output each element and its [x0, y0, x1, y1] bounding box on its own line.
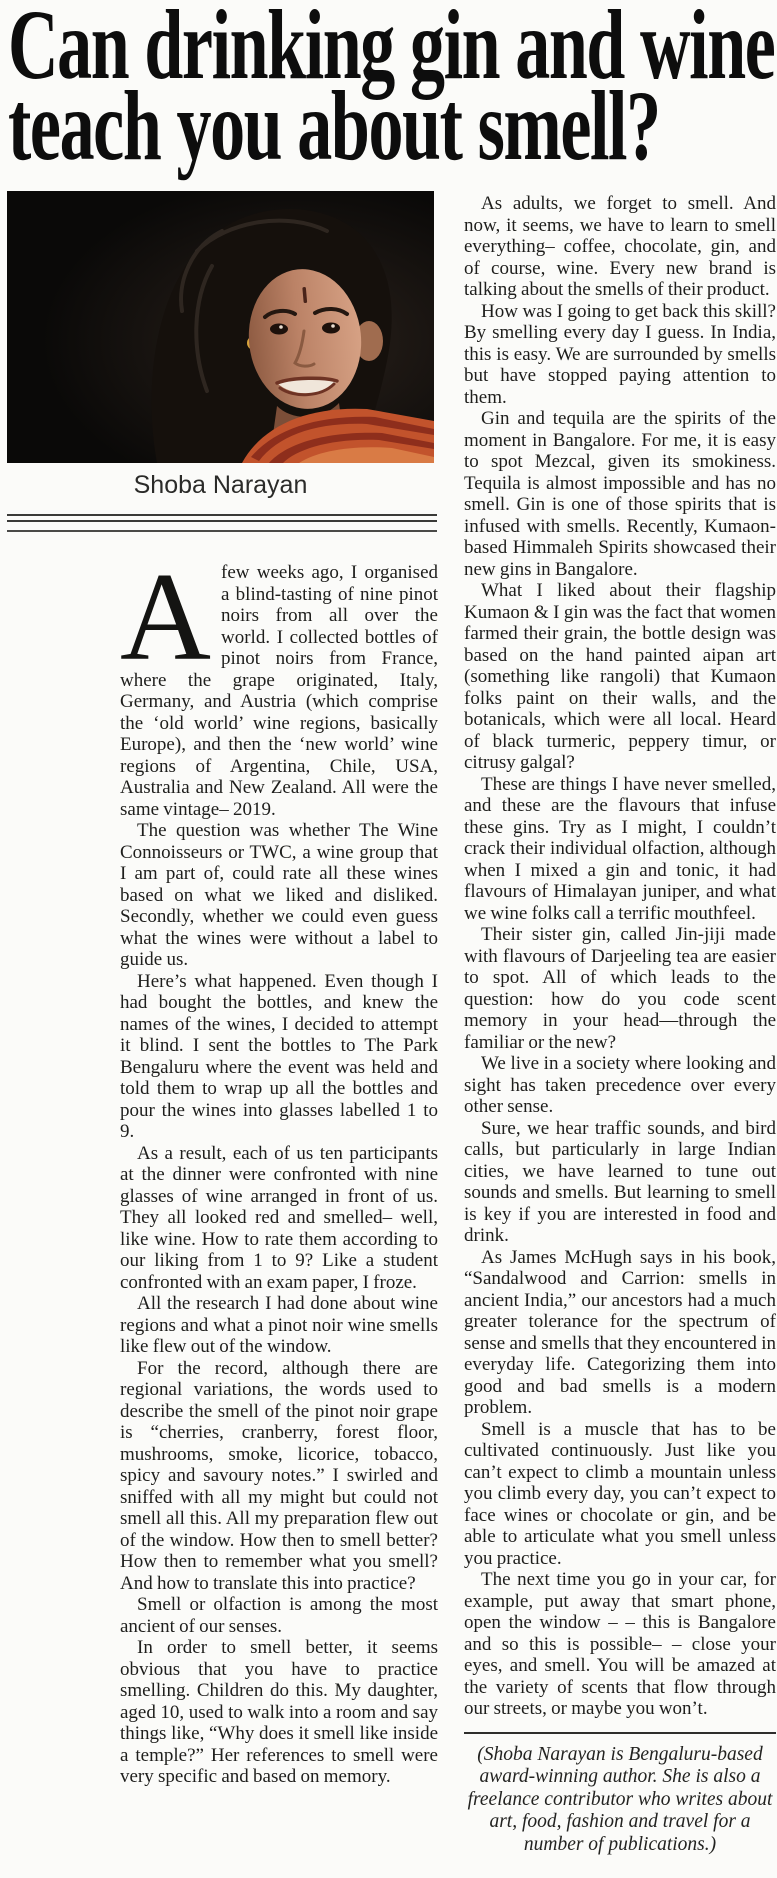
left-column-paragraphs: [120, 820, 438, 1788]
divider-line-1: [7, 514, 437, 516]
paragraph: Smell is a muscle that has to be cultivated continuously. Just like you can’t expect to climb a mountain unless you climb every day, you can’t expect to face wines or chocolate or gin, and be able to articulate what you smell unless you practice.: [464, 1418, 776, 1569]
lead-text: few weeks ago, I organised a blind-tasting of nine pinot noirs from all over the world. I collected bottles of pinot noirs from France, where the grape originated, Italy, Germany, and Austria (which comprise the ‘old world’ wine regions, basically Europe), and then the ‘new world’ wine regions of Argentina, Chile, USA, Australia and New Zealand. All were the same vintage– 2019.: [120, 562, 438, 820]
paragraph: Gin and tequila are the spirits of the moment in Bangalore. For me, it is easy to spot Mezcal, given its smokiness. Tequila is almost impossible and has no smell. Gin is one of those spirits that is infused with smells. Recently, Kumaon-based Himmaleh Spirits showcased their new gins in Bangalore.: [464, 408, 776, 580]
author-portrait-illustration: [7, 191, 434, 463]
right-column: [464, 193, 776, 1856]
dropcap-letter: A: [120, 548, 211, 687]
lead-paragraph: [120, 548, 438, 820]
paragraph: All the research I had done about wine regions and what a pinot noir wine smells like flew out of the window.: [120, 1293, 438, 1357]
paragraph: Smell or olfaction is among the most ancient of our senses.: [120, 1594, 438, 1637]
paragraph: In order to smell better, it seems obvious that you have to practice smelling. Children do this. My daughter, aged 10, used to walk into a room and say things like, “Why does it smell like inside a temple?” Her references to smell were very specific and based on memory.: [120, 1637, 438, 1787]
paragraph: Here’s what happened. Even though I had bought the bottles, and knew the names of the wines, I decided to attempt it blind. I sent the bottles to The Park Bengaluru where the event was held and told them to wrap up all the bottles and pour the wines into glasses labelled 1 to 9.: [120, 970, 438, 1142]
paragraph: For the record, although there are regional variations, the words used to describe the smell of the pinot noir grape is “cherries, cranberry, forest floor, mushrooms, smoke, licorice, tobacco, spicy and savoury notes.” I swirled and sniffed with all my might but could not smell all this. All my preparation flew out of the window. How then to smell better? How then to remember what you smell? And how to translate this into practice?: [120, 1357, 438, 1594]
left-eye: [270, 324, 288, 335]
paragraph: The question was whether The Wine Connoisseurs or TWC, a wine group that I am part of, could rate all these wines based on what we liked and disliked. Secondly, whether we could even guess what the wines were without a label to guide us.: [120, 820, 438, 970]
paragraph: As James McHugh says in his book, “Sandalwood and Carrion: smells in ancient India,” our ancestors had a much greater tolerance for the spectrum of sense and smells that they encountered in everyday life. Categorizing them into good and bad smells is a modern problem.: [464, 1246, 776, 1418]
left-column: [120, 548, 438, 1788]
paragraph: These are things I have never smelled, and these are the flavours that infuse these gins. Try as I might, I couldn’t crack their individual olfaction, although when I mixed a gin and tonic, it had flavours of Himalayan juniper, and what we wine folks call a terrific mouthfeel.: [464, 773, 776, 924]
paragraph: We live in a society where looking and sight has taken precedence over every other sense.: [464, 1053, 776, 1117]
paragraph: As a result, each of us ten participants at the dinner were confronted with nine glasses of wine arranged in front of us. They all looked red and smelled– well, like wine. How to rate them according to our liking from 1 to 9? Like a student confronted with an exam paper, I froze.: [120, 1142, 438, 1293]
paragraph: How was I going to get back this skill? By smelling every day I guess. In India, this is easy. We are surrounded by smells but have stopped paying attention to them.: [464, 300, 776, 408]
byline-divider: [7, 514, 437, 532]
title-line-2: teach you about smell?: [8, 70, 660, 181]
author-photo: [7, 191, 434, 463]
article-title: [8, 0, 777, 181]
paragraph: Their sister gin, called Jin-jiji made with flavours of Darjeeling tea are easier to spot. All of which leads to the question: how do you code scent memory in your head—through the familiar or the new?: [464, 924, 776, 1053]
paragraph: The next time you go in your car, for example, put away that smart phone, open the window – – this is Bangalore and so this is possible– – close your eyes, and smell. You will be amazed at the variety of scents that flow through our streets, or maybe you won’t.: [464, 1569, 776, 1719]
right-column-paragraphs: [464, 193, 776, 1720]
divider-line-3: [7, 530, 437, 532]
byline: Shoba Narayan: [133, 471, 308, 499]
author-footnote: (Shoba Narayan is Bengaluru-based award-winning author. She is also a freelance contributor who writes about art, food, fashion and travel for a number of publications.): [467, 1743, 773, 1855]
footnote-divider: [464, 1732, 776, 1734]
paragraph: As adults, we forget to smell. And now, it seems, we have to learn to smell everything– coffee, chocolate, gin, and of course, wine. Every new brand is talking about the smells of their product.: [464, 193, 776, 300]
paragraph: Sure, we hear traffic sounds, and bird calls, but particularly in large Indian cities, we have learned to tune out sounds and smells. But learning to smell is key if you are interested in food and drink.: [464, 1117, 776, 1246]
divider-line-2: [7, 520, 437, 522]
paragraph: What I liked about their flagship Kumaon & I gin was the fact that women farmed their grain, the bottle design was based on the hand painted aipan art (something like rangoli) that Kumaon folks paint on their walls, and the botanicals, which were all local. Heard of black turmeric, peppery timur, or citrusy galgal?: [464, 580, 776, 773]
right-eye: [322, 323, 340, 334]
title-line-1: Can drinking gin and wine: [8, 0, 775, 100]
